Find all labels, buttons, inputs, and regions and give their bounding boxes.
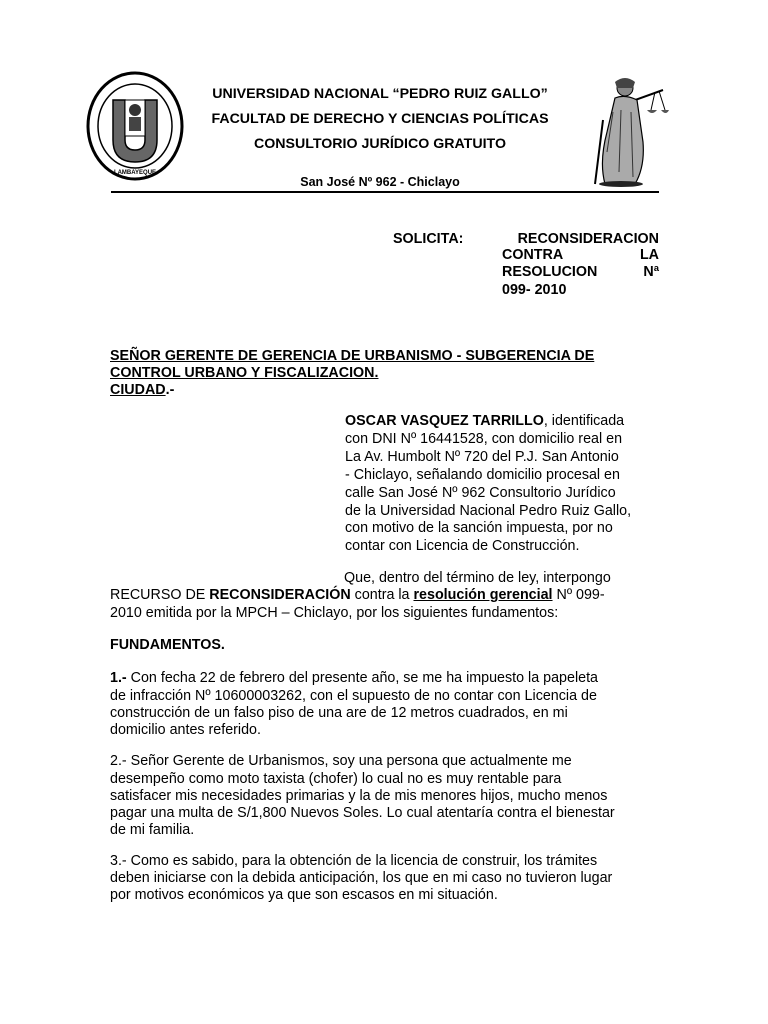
- fundamento-2-line-4: pagar una multa de S/1,800 Nuevos Soles. Lo cual atentaría contra el bienestar: [110, 805, 615, 821]
- solicita-line-4: 099- 2010: [502, 282, 567, 298]
- fundamento-3-line-1: 3.- Como es sabido, para la obtención de la licencia de construir, los trámites: [110, 853, 598, 869]
- solicita-line-3b: Nª: [643, 264, 659, 280]
- fundamento-1-line-1: 1.- Con fecha 22 de febrero del presente año, se me ha impuesto la papeleta: [110, 670, 599, 686]
- applicant-line-3: La Av. Humbolt Nº 720 del P.J. San Antonio: [345, 449, 619, 465]
- recurso-line-1: Que, dentro del término de ley, interpongo: [344, 570, 611, 586]
- faculty-name: FACULTAD DE DERECHO Y CIENCIAS POLÍTICAS: [211, 111, 549, 127]
- fundamento-3-line-2: deben iniciarse con la debida anticipación, los que en mi caso no tuvieron lugar: [110, 870, 613, 886]
- seal-bottom-text: LAMBAYEQUE: [113, 170, 157, 176]
- fundamento-2-line-3: satisfacer mis necesidades primarias y la de mis menores hijos, mucho menos: [110, 788, 608, 804]
- reconsideracion-term: RECONSIDERACIÓN: [209, 587, 351, 603]
- applicant-line-2: con DNI Nº 16441528, con domicilio real en: [345, 431, 623, 447]
- fundamento-2-line-5: de mi familia.: [110, 822, 195, 838]
- resolucion-gerencial-term: resolución gerencial: [413, 587, 553, 603]
- header-divider: [111, 191, 659, 193]
- solicita-line-2a: CONTRA: [502, 247, 564, 263]
- solicita-line-1: RECONSIDERACION: [517, 231, 659, 247]
- fundamento-1-line-2: de infracción Nº 10600003262, con el supuesto de no contar con Licencia de: [110, 688, 597, 704]
- fundamento-1-line-3: construcción de un falso piso de una are de 12 metros cuadrados, en mi: [110, 705, 568, 721]
- addressee-city: [110, 381, 174, 399]
- applicant-line-6: de la Universidad Nacional Pedro Ruiz Gallo,: [345, 503, 632, 519]
- fundamento-1-line-4: domicilio antes referido.: [110, 722, 261, 738]
- addressee-city-name: CIUDAD: [110, 382, 166, 398]
- addressee-line-2: CONTROL URBANO Y FISCALIZACION.: [110, 365, 379, 381]
- office-address: San José Nº 962 - Chiclayo: [300, 175, 460, 189]
- office-name: CONSULTORIO JURÍDICO GRATUITO: [254, 136, 506, 152]
- applicant-line-5: calle San José Nº 962 Consultorio Jurídico: [345, 485, 616, 501]
- fundamento-2-line-1: 2.- Señor Gerente de Urbanismos, soy una persona que actualmente me: [110, 753, 572, 769]
- solicita-label: SOLICITA:: [393, 231, 464, 247]
- applicant-line-8: contar con Licencia de Construcción.: [345, 538, 580, 554]
- university-name: UNIVERSIDAD NACIONAL “PEDRO RUIZ GALLO”: [212, 86, 548, 102]
- applicant-line-4: - Chiclayo, señalando domicilio procesal en: [345, 467, 620, 483]
- solicita-line-3a: RESOLUCION: [502, 264, 598, 280]
- recurso-line-3: 2010 emitida por la MPCH – Chiclayo, por los siguientes fundamentos:: [110, 605, 559, 621]
- fundamentos-title: FUNDAMENTOS.: [110, 637, 225, 653]
- addressee-line-1: SEÑOR GERENTE DE GERENCIA DE URBANISMO - SUBGERENCIA DE: [110, 348, 595, 364]
- fundamento-1-number: 1.-: [110, 670, 127, 686]
- solicita-line-2b: LA: [639, 247, 659, 263]
- applicant-name: OSCAR VASQUEZ TARRILLO: [345, 413, 544, 429]
- recurso-line-2: RECURSO DE RECONSIDERACIÓN contra la resolución gerencial Nº 099-: [110, 587, 605, 603]
- fundamento-2-line-2: desempeño como moto taxista (chofer) lo cual no es muy rentable para: [110, 771, 562, 787]
- applicant-line-1: OSCAR VASQUEZ TARRILLO, identificada: [345, 413, 625, 429]
- addressee-city-suffix: .-: [165, 382, 175, 398]
- fundamento-3-line-3: por motivos económicos ya que son escasos en mi situación.: [110, 887, 498, 903]
- applicant-line-7: con motivo de la sanción impuesta, por no: [345, 520, 613, 536]
